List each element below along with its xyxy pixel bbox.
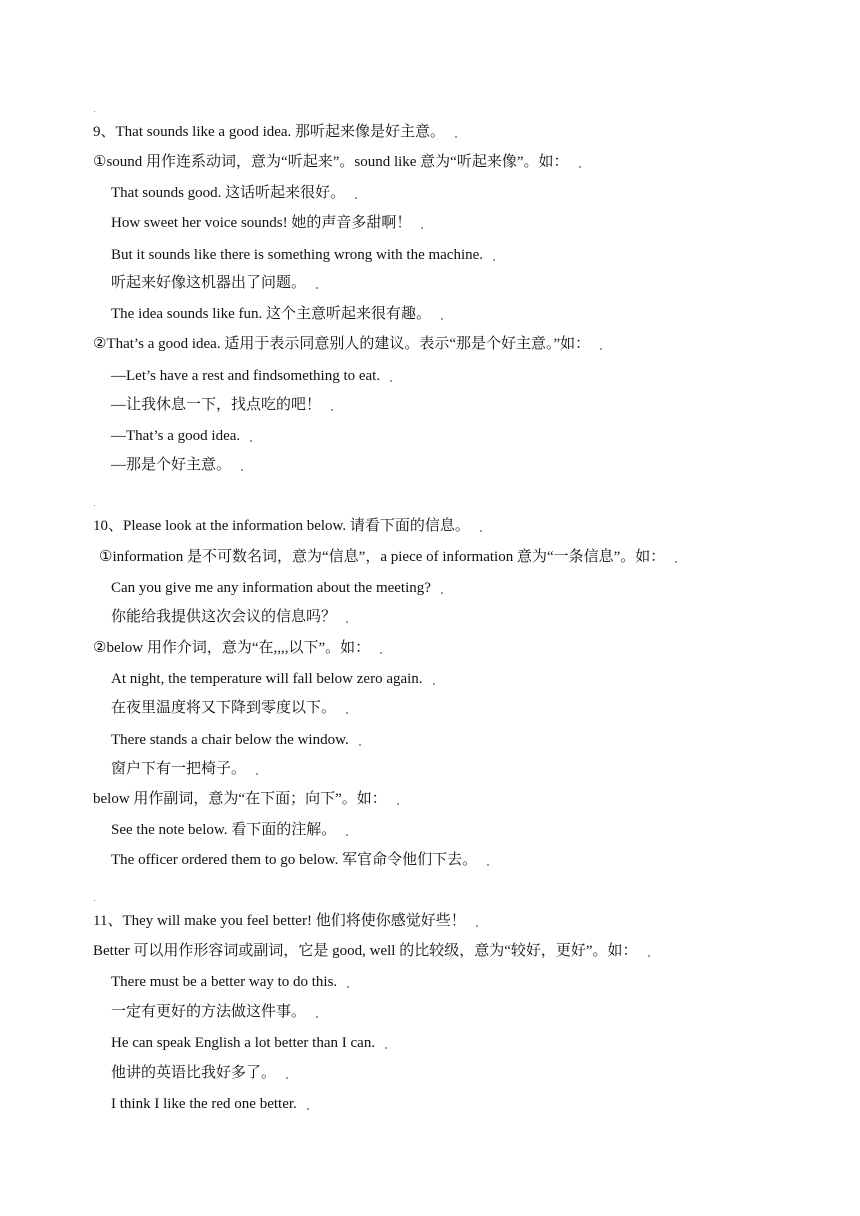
explanation-line (93, 941, 650, 961)
paragraph-mark (441, 592, 443, 594)
example-line (111, 183, 357, 203)
paragraph-mark (94, 900, 95, 901)
heading-item-9 (93, 122, 457, 142)
line-text: There must be a better way to do this. (111, 974, 338, 990)
paragraph-mark (286, 1077, 288, 1079)
line-text: I think I like the red one better. (111, 1096, 297, 1112)
line-text: 9、That sounds like a good idea. 那听起来像是好主意。 (93, 124, 446, 140)
paragraph-mark (648, 955, 650, 957)
example-line (111, 850, 489, 870)
line-text: 听起来好像这机器出了问题。 (111, 275, 307, 291)
paragraph-mark (600, 348, 602, 350)
paragraph-mark (675, 561, 677, 563)
paragraph-mark (359, 744, 361, 746)
dialogue-line (111, 426, 252, 446)
explanation-line (99, 547, 677, 567)
paragraph-mark (390, 380, 392, 382)
paragraph-mark (346, 712, 348, 714)
paragraph-mark (250, 440, 252, 442)
paragraph-mark (316, 287, 318, 289)
line-text: 窗户下有一把椅子。 (111, 761, 247, 777)
dialogue-line (111, 395, 333, 415)
example-line (111, 820, 348, 840)
explanation-line (93, 334, 602, 354)
line-text: —让我休息一下，找点吃的吧！ (111, 397, 322, 413)
paragraph-mark (331, 409, 333, 411)
example-line (111, 1063, 288, 1083)
paragraph-mark (433, 683, 435, 685)
paragraph-mark (397, 803, 399, 805)
line-text: —那是个好主意。 (111, 457, 232, 473)
line-text: That sounds good. 这话听起来很好。 (111, 185, 346, 201)
line-text: 你能给我提供这次会议的信息吗？ (111, 609, 337, 625)
paragraph-mark (476, 925, 478, 927)
paragraph-mark (493, 259, 495, 261)
paragraph-mark (385, 1047, 387, 1049)
line-text: 10、Please look at the information below. 请看下面的信息。 (93, 518, 470, 534)
paragraph-mark (355, 197, 357, 199)
paragraph-mark (307, 1108, 309, 1110)
paragraph-mark (346, 834, 348, 836)
paragraph-mark (421, 227, 423, 229)
paragraph-mark (480, 530, 482, 532)
line-text: But it sounds like there is something wrong with the machine. (111, 247, 484, 263)
example-line (111, 245, 495, 265)
paragraph-mark (241, 469, 243, 471)
paragraph-mark (346, 621, 348, 623)
example-line (111, 759, 258, 779)
line-text: 他讲的英语比我好多了。 (111, 1065, 277, 1081)
line-text: There stands a chair below the window. (111, 732, 349, 748)
line-text: 在夜里温度将又下降到零度以下。 (111, 700, 337, 716)
heading-item-10 (93, 516, 482, 536)
line-text: See the note below. 看下面的注解。 (111, 822, 337, 838)
example-line (111, 730, 361, 750)
paragraph-mark (94, 505, 95, 506)
line-text: The idea sounds like fun. 这个主意听起来很有趣。 (111, 306, 431, 322)
dialogue-line (111, 455, 243, 475)
line-text: —That’s a good idea. (111, 428, 241, 444)
paragraph-mark (579, 166, 581, 168)
paragraph-mark (256, 773, 258, 775)
explanation-line (93, 789, 399, 809)
line-text: ②below 用作介词，意为“在,,,,以下”。如： (93, 640, 371, 656)
paragraph-mark (441, 318, 443, 320)
paragraph-mark (316, 1016, 318, 1018)
line-text: How sweet her voice sounds! 她的声音多甜啊！ (111, 215, 412, 231)
line-text: He can speak English a lot better than I can. (111, 1035, 376, 1051)
line-text: ②That’s a good idea. 适用于表示同意别人的建议。表示“那是个好主意。”如： (93, 336, 591, 352)
paragraph-mark (94, 111, 95, 112)
example-line (111, 698, 348, 718)
example-line (111, 1002, 318, 1022)
paragraph-mark (487, 864, 489, 866)
line-text: 一定有更好的方法做这件事。 (111, 1004, 307, 1020)
example-line (111, 273, 318, 293)
explanation-line (93, 638, 382, 658)
paragraph-mark (347, 986, 349, 988)
explanation-line (93, 152, 581, 172)
example-line (111, 213, 423, 233)
paragraph-mark (380, 652, 382, 654)
line-text: —Let’s have a rest and findsomething to eat. (111, 368, 381, 384)
line-text: Better 可以用作形容词或副词，它是 good, well 的比较级，意为“较好，更好”。如： (93, 943, 638, 959)
example-line (111, 607, 348, 627)
example-line (111, 578, 443, 598)
line-text: The officer ordered them to go below. 军官命令他们下去。 (111, 852, 478, 868)
line-text: below 用作副词，意为“在下面；向下”。如： (93, 791, 387, 807)
line-text: At night, the temperature will fall below zero again. (111, 671, 423, 687)
heading-item-11 (93, 911, 478, 931)
example-line (111, 1033, 387, 1053)
example-line (111, 972, 349, 992)
line-text: Can you give me any information about the meeting? (111, 580, 431, 596)
paragraph-mark (455, 136, 457, 138)
example-line (111, 669, 435, 689)
line-text: 11、They will make you feel better! 他们将使你感觉好些！ (93, 913, 466, 929)
line-text: ①sound 用作连系动词，意为“听起来”。sound like 意为“听起来像”。如： (93, 154, 569, 170)
line-text: ①information 是不可数名词，意为“信息”，a piece of information 意为“一条信息”。如： (99, 549, 666, 565)
example-line (111, 1094, 309, 1114)
dialogue-line (111, 366, 392, 386)
example-line (111, 304, 443, 324)
